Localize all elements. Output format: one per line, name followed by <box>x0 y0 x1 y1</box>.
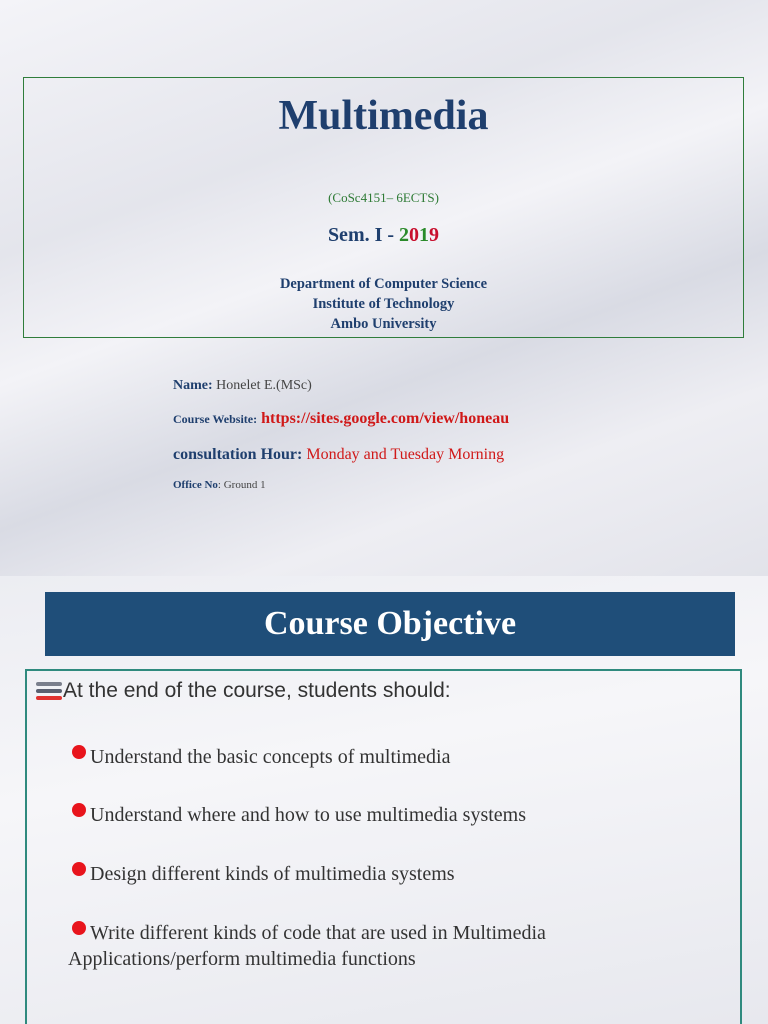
list-item-text: Understand where and how to use multimedia systems <box>90 804 527 826</box>
list-item-text: Understand the basic concepts of multimedia <box>90 746 451 768</box>
slide-title: Multimedia <box>278 93 489 139</box>
objective-heading: Course Objective <box>45 592 735 656</box>
year-digit: 0 <box>409 224 420 246</box>
list-item-text: Design different kinds of multimedia systems <box>90 863 455 885</box>
office-value: : Ground 1 <box>217 479 266 491</box>
department: Department of Computer Science <box>279 276 488 292</box>
year-digit: 1 <box>419 224 430 246</box>
name-label: Name: <box>173 378 213 393</box>
institute: Institute of Technology <box>312 296 455 312</box>
semester-line <box>24 224 743 247</box>
consult-value: Monday and Tuesday Morning <box>306 446 505 463</box>
university: Ambo University <box>330 316 437 332</box>
course-website <box>173 410 509 428</box>
affiliation <box>24 274 743 334</box>
consult-label: consultation Hour: <box>173 446 303 463</box>
objective-lead: At the end of the course, students should: <box>63 679 451 702</box>
list-item-text: Write different kinds of code that are used in Multimedia <box>90 922 546 944</box>
website-link[interactable]: https://sites.google.com/view/honeau <box>261 410 510 427</box>
bullet-dot-icon <box>72 745 86 759</box>
list-item <box>72 861 712 887</box>
instructor-name <box>173 378 312 394</box>
list-bars-icon <box>36 682 64 704</box>
list-item <box>72 744 712 770</box>
name-value: Honelet E.(MSc) <box>216 378 312 393</box>
list-item <box>68 920 712 972</box>
office-label: Office No <box>173 479 218 491</box>
year-digit: 9 <box>429 224 440 246</box>
objective-slide <box>0 576 768 1024</box>
title-frame <box>23 77 744 338</box>
bullet-dot-icon <box>72 803 86 817</box>
bullet-dot-icon <box>72 921 86 935</box>
bullet-dot-icon <box>72 862 86 876</box>
website-label: Course Website: <box>173 412 258 426</box>
course-code: (CoSc4151– 6ECTS) <box>328 190 439 205</box>
list-item <box>72 802 712 828</box>
semester-prefix: Sem. I - <box>327 224 400 246</box>
list-item-continuation: Applications/perform multimedia functions <box>68 948 416 970</box>
consultation-hour <box>173 446 504 464</box>
office-number <box>173 479 266 491</box>
year-digit: 2 <box>399 224 410 246</box>
